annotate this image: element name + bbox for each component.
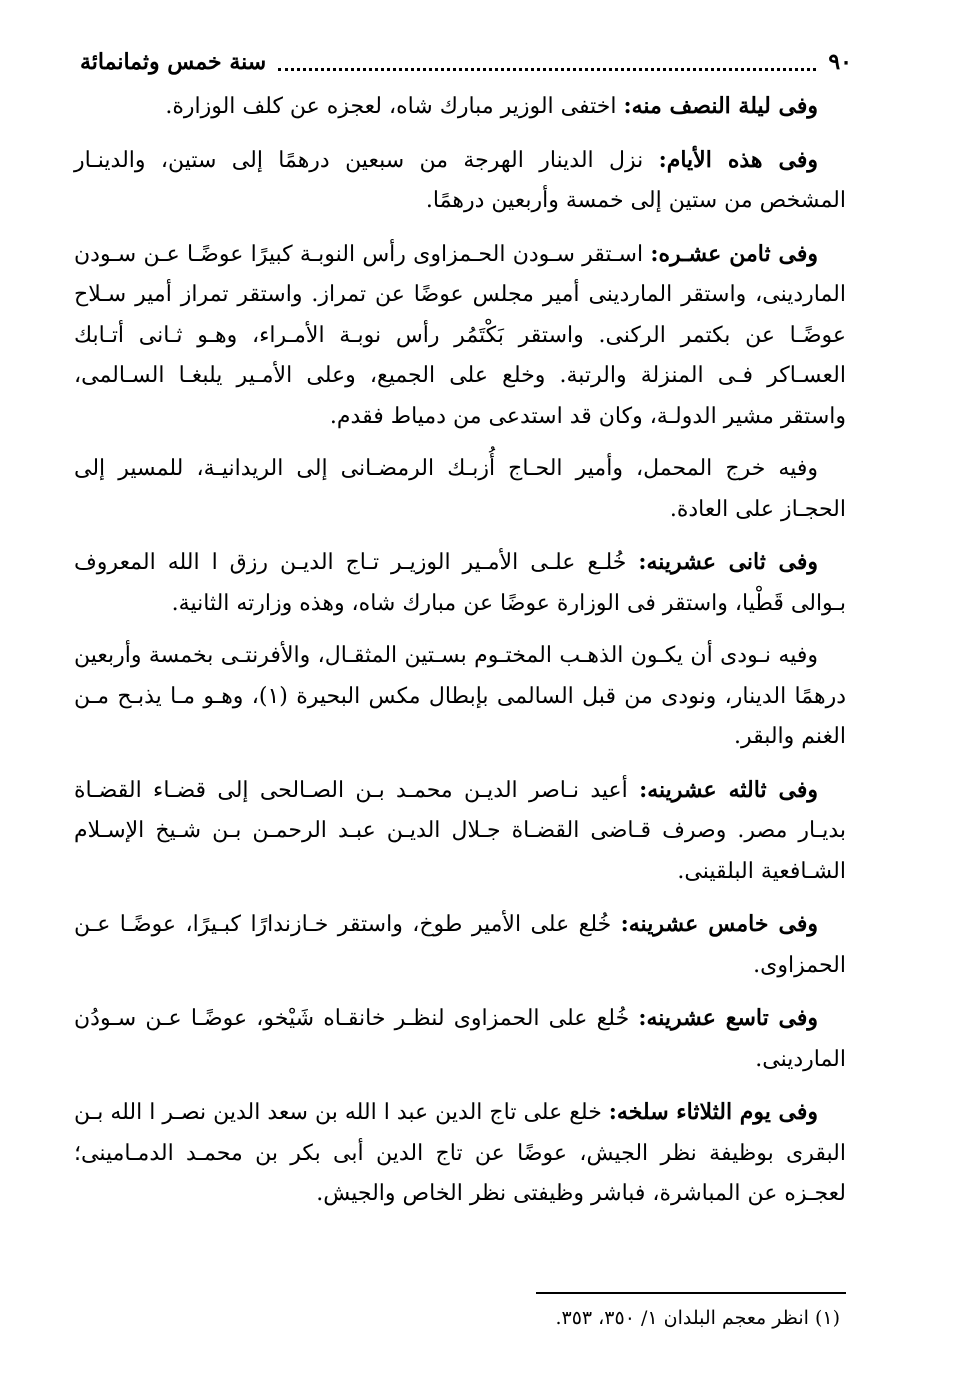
paragraph (74, 998, 846, 1080)
paragraph (74, 770, 846, 893)
page-number: ٩٠ (828, 49, 852, 75)
paragraph-lead: وفى يوم الثلاثاء سلخه: (608, 1099, 818, 1125)
paragraph-lead: وفى هذه الأيام: (658, 146, 819, 173)
paragraph-text: اسـتقر سـودن الحـمزاوى رأس النوبـة كبيرًا عوضًـا عـن سـودن الماردينى، واستقر الماردينى أمير مجلس عوضًا عن تمراز. واستقر تمراز أمير سـلاح عوضًـا عن بكتمر الركنى. واستقر بَكْتَمُر رأس نوبـة الأمـراء، وهـو ثـانى أتـابك العسـاكر فـى المنزلة والرتبة. وخلع على الجميع، وعلى الأمـير يلبغـا السـالمى، واستقر مشير الدولـة، وكان قد استدعى من دمياط فقدم. (74, 241, 846, 429)
paragraph-text: خُلع على الأمير طوخ، واستقر خـازندارًا كبـيرًا، عوضًـا عـن الحمزاوى. (74, 912, 846, 978)
main-text (74, 86, 846, 1227)
running-header (80, 44, 852, 80)
paragraph-text: نزل الدينار الهرجة من سبعين درهمًا إلى ستين، والدينـار المشخص من ستين إلى خمسة وأربعين درهمًا. (74, 147, 846, 213)
paragraph-text: خلع على تاج الدين عبد ا الله بن سعد الدين نصـر ا الله بـن البقرى بوظيفة نظر الجيش، عوضًا عن تاج الدين أبى بكر بن محمـد الدمـامينى؛ لعجـزه عن المباشرة، فباشر وظيفتى نظر الخاص والجيش. (74, 1100, 846, 1206)
paragraph-lead: وفى خامس عشرينه: (620, 911, 818, 937)
paragraph-lead: وفى ثالثه عشرينه: (639, 776, 819, 803)
running-title: سنة خمس وثمانمائة (80, 49, 267, 75)
dotted-leader (278, 54, 816, 71)
paragraph-text: وفيه خرج المحمل، وأمير الحـاج أُزبـك الرمضـانى إلى الريدانيـة، للمسير إلى الحجـاز على العادة. (74, 456, 846, 522)
footnote: (١) انظر معجم البلدان ١/ ٣٥٠، ٣٥٣. (555, 1307, 840, 1329)
paragraph (74, 904, 846, 986)
paragraph (74, 140, 846, 222)
paragraph-text: وفيه نـودى أن يكـون الذهـب المختـوم بسـتين المثقـال، والأفرنتـى بخمسة وأربعين درهمًا الدينار، ونودى من قبل السالمى بإبطال مكس البحيرة (١)، وهـو مـا يذبـح مـن الغنم والبقر. (74, 643, 846, 749)
paragraph (74, 86, 846, 128)
paragraph-text: اختفى الوزير مبارك شاه، لعجزه عن كلف الوزارة. (165, 94, 624, 119)
paragraph-text: خُلـع علـى الأمـير الوزيـر تـاج الديـن رزق ا الله المعروف بـوالى قَطْيا، واستقر فى الوزارة عوضًا عن مبارك شاه، وهذه وزارته الثانية. (74, 550, 846, 616)
paragraph-lead: وفى ثامن عشـره: (650, 240, 818, 267)
paragraph-lead: وفى ليلة النصف منه: (623, 93, 818, 119)
paragraph-lead: وفى تاسع عشرينه: (638, 1005, 818, 1031)
footnote-separator (536, 1292, 846, 1294)
paragraph (74, 1092, 846, 1215)
paragraph (74, 234, 846, 438)
paragraph-lead: وفى ثانى عشرينه: (638, 549, 818, 575)
paragraph-text: خُلع على الحمزاوى لنظـر خانقـاه شَيْخو، عوضًـا عـن سـودُن الماردينى. (74, 1006, 846, 1072)
paragraph (74, 449, 846, 530)
paragraph-text: أعيد نـاصر الديـن محمـد بـن الصـالحى إلى قضـاء القضـاة بديـار مصر. وصرف قـاضى القضـاة جـلال الديـن عبـد الرحمـن بـن شـيخ الإسـلام الشـافعية البلقينى. (74, 777, 846, 884)
paragraph (74, 636, 846, 758)
paragraph (74, 542, 846, 624)
